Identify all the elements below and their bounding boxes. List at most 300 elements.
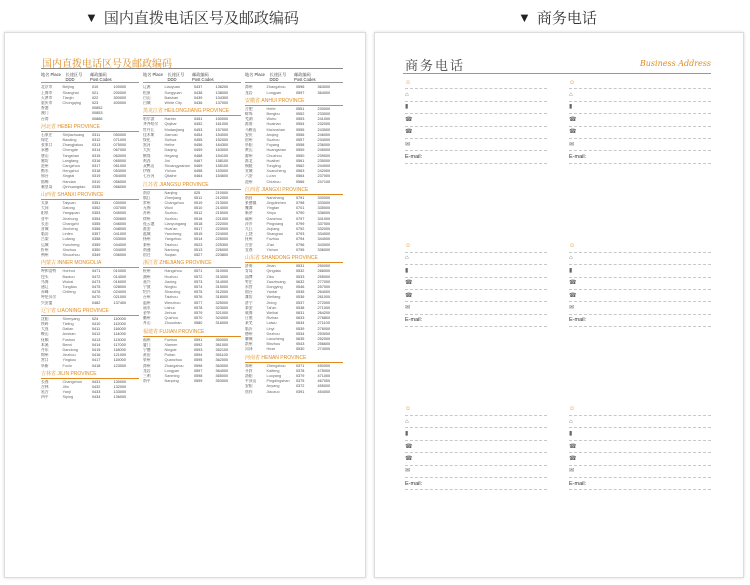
table-cell: 0571 bbox=[193, 269, 203, 274]
table-cell: 扬州 bbox=[143, 237, 151, 242]
table-cell: 0796 bbox=[295, 242, 305, 247]
contact-line[interactable] bbox=[405, 404, 547, 416]
table-cell: 333000 bbox=[317, 201, 331, 206]
table-cell: 0434 bbox=[91, 395, 101, 400]
table-cell: 0578 bbox=[193, 305, 203, 310]
table-cell: Jining bbox=[266, 300, 277, 305]
table-cell: 0453 bbox=[193, 127, 203, 132]
table-cell: 抚顺 bbox=[41, 337, 49, 342]
table-cell: 九江 bbox=[245, 227, 253, 232]
table-cell: Zhangjiakou bbox=[62, 143, 84, 148]
table-cell: Chizhou bbox=[266, 179, 281, 184]
contact-line[interactable] bbox=[569, 127, 711, 139]
table-cell: 123000 bbox=[113, 363, 127, 368]
contact-line[interactable] bbox=[569, 453, 711, 465]
table-cell: 洛阳 bbox=[245, 373, 253, 378]
table-cell: Wuhai bbox=[62, 279, 74, 284]
table-cell: 营口 bbox=[41, 358, 49, 363]
contact-line[interactable] bbox=[569, 302, 711, 314]
table-cell: 0591 bbox=[193, 337, 203, 342]
table-row bbox=[143, 101, 241, 106]
table-cell: 117000 bbox=[113, 342, 126, 347]
table-cell: 0562 bbox=[295, 164, 305, 169]
table-cell: Putian bbox=[164, 353, 176, 358]
table-cell: Suzhou bbox=[164, 211, 178, 216]
table-cell: 0631 bbox=[295, 310, 305, 315]
table-cell: 香港 bbox=[41, 106, 49, 111]
table-cell: 110000 bbox=[113, 316, 126, 321]
table-cell: 334000 bbox=[317, 232, 331, 237]
business-card-grid bbox=[405, 77, 711, 567]
table-cell: Anqing bbox=[266, 132, 279, 137]
table-cell: Langfang bbox=[62, 158, 79, 163]
phone-icon: ☎ bbox=[405, 443, 413, 450]
table-cell: 0476 bbox=[91, 290, 101, 295]
table-row bbox=[41, 253, 139, 258]
table-cell: 066000 bbox=[113, 184, 127, 189]
contact-line[interactable] bbox=[405, 302, 547, 314]
table-cell: Liaoyuan bbox=[164, 85, 180, 90]
table-cell: 153000 bbox=[215, 169, 229, 174]
table-cell: 0577 bbox=[193, 300, 203, 305]
table-cell: 威海 bbox=[245, 310, 253, 315]
contact-line[interactable] bbox=[569, 278, 711, 290]
column-header-label: 长途区号 DDD bbox=[269, 72, 287, 83]
table-cell: 310000 bbox=[215, 269, 229, 274]
table-cell: 伊春 bbox=[143, 169, 151, 174]
table-cell: 132000 bbox=[113, 384, 127, 389]
contact-icon: ☺ bbox=[569, 79, 576, 86]
table-cell: Zhangzhou bbox=[164, 363, 184, 368]
table-cell: 200000 bbox=[113, 90, 127, 95]
table-cell: 041000 bbox=[113, 232, 127, 237]
table-cell: 芜湖 bbox=[245, 117, 253, 122]
table-cell: Tangshan bbox=[62, 153, 80, 158]
table-cell: 台州 bbox=[143, 295, 151, 300]
table-cell: 364000 bbox=[215, 368, 229, 373]
table-cell: 133000 bbox=[113, 390, 127, 395]
table-cell bbox=[113, 117, 138, 122]
table-cell: Chifeng bbox=[62, 290, 76, 295]
table-cell: 0518 bbox=[193, 221, 203, 226]
province-heading: 山西省 SHANXI PROVINCE bbox=[41, 192, 139, 200]
email-line[interactable] bbox=[569, 315, 711, 327]
table-cell: Shijiazhuang bbox=[62, 132, 85, 137]
table-cell: 033000 bbox=[113, 237, 127, 242]
contact-line[interactable] bbox=[569, 290, 711, 302]
table-cell: 352100 bbox=[215, 347, 229, 352]
table-cell: Xinyu bbox=[266, 211, 277, 216]
table-cell: Pingxiang bbox=[266, 221, 284, 226]
contact-line[interactable] bbox=[569, 428, 711, 440]
table-cell: 053000 bbox=[113, 169, 127, 174]
table-cell: 长治 bbox=[41, 221, 49, 226]
table-cell: 351100 bbox=[215, 353, 228, 358]
table-cell: 三明 bbox=[143, 373, 151, 378]
table-cell: 0580 bbox=[193, 321, 203, 326]
table-cell: 澳门 bbox=[41, 111, 49, 116]
table-cell: Changzhou bbox=[164, 201, 184, 206]
table-cell: 313000 bbox=[215, 274, 229, 279]
table-cell: 0415 bbox=[91, 347, 101, 352]
table-cell: 0596 bbox=[295, 85, 305, 90]
email-line[interactable] bbox=[405, 151, 547, 163]
table-cell: 景德镇 bbox=[245, 201, 257, 206]
contact-line[interactable] bbox=[405, 453, 547, 465]
table-cell: 0554 bbox=[295, 122, 305, 127]
table-cell: 212000 bbox=[215, 195, 229, 200]
table-cell: 0523 bbox=[193, 242, 203, 247]
table-cell: 黄山 bbox=[245, 148, 253, 153]
address-icon: ⌂ bbox=[405, 255, 409, 262]
fax-icon: ✉ bbox=[405, 304, 411, 311]
table-cell: 铜陵 bbox=[245, 164, 253, 169]
contact-line[interactable] bbox=[405, 253, 547, 265]
table-cell: 467000 bbox=[317, 379, 331, 384]
table-cell: Handan bbox=[62, 179, 76, 184]
table-cell: 0597 bbox=[295, 90, 305, 95]
table-cell: 138000 bbox=[215, 90, 229, 95]
phone-icon: ☎ bbox=[569, 280, 577, 287]
contact-line[interactable] bbox=[405, 441, 547, 453]
table-cell: 泰州 bbox=[143, 242, 151, 247]
table-cell: 承德 bbox=[41, 148, 49, 153]
table-cell: Suqian bbox=[164, 253, 177, 258]
table-cell: 0566 bbox=[295, 179, 305, 184]
table-cell: 德州 bbox=[245, 331, 253, 336]
column-header-label: 长途区号 DDD bbox=[65, 72, 83, 83]
table-cell: Huai'an bbox=[164, 227, 178, 232]
table-cell: 163000 bbox=[215, 148, 229, 153]
contact-line[interactable] bbox=[569, 441, 711, 453]
table-cell: 344000 bbox=[317, 237, 331, 242]
table-cell: 秦皇岛 bbox=[41, 184, 53, 189]
table-cell: 230000 bbox=[317, 106, 331, 111]
table-cell: 0454 bbox=[193, 132, 203, 137]
table-cell: 0475 bbox=[91, 284, 101, 289]
table-cell: 315000 bbox=[215, 284, 229, 289]
table-cell: Xiamen bbox=[164, 342, 178, 347]
contact-line[interactable] bbox=[405, 89, 547, 101]
table-cell: 0354 bbox=[91, 216, 101, 221]
table-cell: Suihua bbox=[164, 138, 177, 143]
table-cell: 0596 bbox=[193, 363, 203, 368]
table-cell: 264200 bbox=[317, 310, 331, 315]
table-cell: 036000 bbox=[113, 253, 127, 258]
table-cell: 运城 bbox=[41, 242, 49, 247]
table-cell: 沧州 bbox=[41, 164, 49, 169]
table-cell: 023 bbox=[91, 101, 99, 106]
table-cell: 233000 bbox=[317, 112, 331, 117]
table-row bbox=[41, 364, 139, 369]
table-cell: 0352 bbox=[91, 206, 101, 211]
table-cell: 0595 bbox=[193, 358, 203, 363]
email-label: E-mail: bbox=[569, 480, 587, 487]
table-cell: 邢台 bbox=[41, 174, 49, 179]
contact-line[interactable] bbox=[405, 278, 547, 290]
table-cell: 临沂 bbox=[245, 326, 253, 331]
province-heading: 安徽省 ANHUI PROVINCE bbox=[245, 98, 343, 106]
table-cell: Nantong bbox=[164, 247, 179, 252]
column-header-label: 邮政编码 Post Codes bbox=[192, 72, 214, 83]
table-cell: 佳木斯 bbox=[143, 132, 155, 137]
email-line[interactable] bbox=[405, 478, 547, 490]
table-cell: 164300 bbox=[215, 143, 229, 148]
table-cell: 宣城 bbox=[245, 169, 253, 174]
table-cell: 0431 bbox=[91, 379, 101, 384]
triangle-down-icon: ▼ bbox=[518, 9, 531, 25]
table-row bbox=[143, 253, 241, 258]
table-cell: 0527 bbox=[193, 253, 203, 258]
table-cell: 济宁 bbox=[245, 300, 253, 305]
table-cell: 呼伦贝尔 bbox=[41, 295, 57, 300]
table-cell: 253000 bbox=[317, 331, 331, 336]
table-cell: 362000 bbox=[215, 358, 229, 363]
table-cell: Linyi bbox=[266, 326, 275, 331]
table-cell: 宁波 bbox=[143, 284, 151, 289]
table-cell: 264000 bbox=[317, 290, 331, 295]
table-cell: 0570 bbox=[193, 316, 203, 321]
table-cell: 115000 bbox=[113, 358, 126, 363]
contact-line[interactable] bbox=[405, 290, 547, 302]
table-cell: 030000 bbox=[113, 201, 127, 206]
table-cell: Daqing bbox=[164, 148, 177, 153]
business-page bbox=[374, 32, 744, 578]
contact-line[interactable] bbox=[569, 416, 711, 428]
table-cell: 024000 bbox=[113, 290, 127, 295]
contact-line[interactable] bbox=[405, 265, 547, 277]
table-cell: 318000 bbox=[215, 295, 229, 300]
table-cell: Harbin bbox=[164, 117, 176, 122]
fax-icon: ✉ bbox=[405, 141, 411, 148]
table-cell: 包头 bbox=[41, 274, 49, 279]
table-cell: Yangzhou bbox=[164, 237, 182, 242]
contact-line[interactable] bbox=[569, 77, 711, 89]
contact-line[interactable] bbox=[405, 127, 547, 139]
table-cell: 0633 bbox=[295, 316, 305, 321]
table-cell: 常州 bbox=[143, 201, 151, 206]
table-cell: 338000 bbox=[317, 211, 331, 216]
table-cell: 226000 bbox=[215, 247, 229, 252]
contact-line[interactable] bbox=[405, 114, 547, 126]
table-cell: Benxi bbox=[62, 342, 73, 347]
table-cell: Changchun bbox=[62, 379, 82, 384]
table-cell: 137000 bbox=[215, 101, 229, 106]
table-cell: 471000 bbox=[317, 373, 331, 378]
contact-line[interactable] bbox=[569, 404, 711, 416]
table-cell: 113000 bbox=[113, 337, 126, 342]
table-cell: 聊城 bbox=[245, 336, 253, 341]
table-cell: 0459 bbox=[193, 148, 203, 153]
table-cell: 大连 bbox=[41, 327, 49, 332]
table-cell: 215000 bbox=[215, 211, 229, 216]
contact-line[interactable] bbox=[405, 466, 547, 478]
table-cell: 054000 bbox=[113, 174, 127, 179]
table-cell: Kaifeng bbox=[266, 368, 280, 373]
table-cell: 临汾 bbox=[41, 232, 49, 237]
table-cell: 连云港 bbox=[143, 221, 155, 226]
column-header-label bbox=[115, 72, 140, 82]
table-cell: 0579 bbox=[193, 310, 203, 315]
table-cell: 0514 bbox=[193, 237, 203, 242]
table-cell: Hengshui bbox=[62, 169, 79, 174]
table-cell: 菏泽 bbox=[245, 347, 253, 352]
table-cell: 037000 bbox=[113, 206, 127, 211]
email-line[interactable] bbox=[569, 478, 711, 490]
table-cell: 黑河 bbox=[143, 143, 151, 148]
table-cell: 261000 bbox=[317, 295, 331, 300]
contact-line[interactable] bbox=[569, 466, 711, 478]
table-cell: Hefei bbox=[266, 106, 276, 111]
table-cell: 024 bbox=[91, 316, 99, 321]
table-cell: 363000 bbox=[317, 85, 331, 90]
table-cell: 0598 bbox=[193, 373, 203, 378]
table-cell: 鞍山 bbox=[41, 332, 49, 337]
table-cell: 白山 bbox=[143, 95, 151, 100]
email-line[interactable] bbox=[405, 315, 547, 327]
table-cell: Chengde bbox=[62, 148, 78, 153]
table-cell: 0482 bbox=[91, 300, 101, 305]
table-cell: 邯郸 bbox=[41, 179, 49, 184]
table-cell: 保定 bbox=[41, 138, 49, 143]
table-cell: Wuhu bbox=[266, 117, 277, 122]
table-cell: 嘉兴 bbox=[143, 279, 151, 284]
contact-line[interactable] bbox=[569, 114, 711, 126]
table-cell: 234000 bbox=[317, 138, 331, 143]
table-cell: 350000 bbox=[215, 337, 229, 342]
table-cell: 213000 bbox=[215, 201, 229, 206]
table-cell: 马鞍山 bbox=[245, 127, 257, 132]
table-cell: Shanghai bbox=[62, 90, 79, 95]
table-cell: 0572 bbox=[193, 274, 203, 279]
table-cell: 南京 bbox=[143, 190, 151, 195]
table-cell: 大同 bbox=[41, 206, 49, 211]
table-cell: 063000 bbox=[113, 153, 127, 158]
table-cell: 0437 bbox=[193, 85, 203, 90]
table-cell: 075000 bbox=[113, 143, 127, 148]
table-cell: 252000 bbox=[317, 336, 331, 341]
contact-line[interactable] bbox=[569, 240, 711, 252]
table-cell: 0533 bbox=[295, 274, 305, 279]
table-cell: Tieling bbox=[62, 321, 74, 326]
table-cell: 337000 bbox=[317, 221, 331, 226]
column-header-label: 长途区号 DDD bbox=[167, 72, 185, 83]
table-cell: 034000 bbox=[113, 247, 127, 252]
table-cell: Dongying bbox=[266, 284, 283, 289]
business-title: 商务电话 bbox=[405, 58, 466, 73]
table-cell: 0452 bbox=[193, 122, 203, 127]
table-cell bbox=[63, 117, 92, 122]
table-cell: 衡水 bbox=[41, 169, 49, 174]
contact-line[interactable] bbox=[405, 428, 547, 440]
phone-icon: ☎ bbox=[405, 116, 413, 123]
table-cell: Jilin bbox=[62, 384, 70, 389]
table-cell: 0511 bbox=[193, 195, 203, 200]
table-cell: 0412 bbox=[91, 332, 101, 337]
table-cell: 325000 bbox=[215, 300, 229, 305]
table-cell: Lishui bbox=[164, 305, 175, 310]
address-icon: ⌂ bbox=[569, 92, 573, 99]
table-cell: 00886 bbox=[91, 116, 103, 121]
contact-line[interactable] bbox=[569, 253, 711, 265]
contact-line[interactable] bbox=[569, 139, 711, 151]
contact-line[interactable] bbox=[569, 265, 711, 277]
contact-line[interactable] bbox=[405, 102, 547, 114]
contact-line[interactable] bbox=[405, 240, 547, 252]
table-cell: 0575 bbox=[193, 290, 203, 295]
table-cell: Fushun bbox=[62, 337, 76, 342]
table-cell: 244000 bbox=[317, 164, 331, 169]
email-line[interactable] bbox=[569, 151, 711, 163]
table-cell: Hegang bbox=[164, 153, 178, 158]
table-cell: 0467 bbox=[193, 158, 203, 163]
table-cell: 0536 bbox=[295, 295, 305, 300]
table-cell: Fuzhou bbox=[164, 337, 178, 342]
table-cell: 232000 bbox=[317, 122, 331, 127]
table-cell: Zhenjiang bbox=[164, 195, 182, 200]
table-cell: 312000 bbox=[215, 290, 229, 295]
table-cell: 湖州 bbox=[143, 274, 151, 279]
table-cell: 南昌 bbox=[245, 195, 253, 200]
contact-line[interactable] bbox=[569, 102, 711, 114]
contact-line[interactable] bbox=[405, 139, 547, 151]
table-cell: 青岛 bbox=[245, 269, 253, 274]
table-cell: 白城 bbox=[143, 101, 151, 106]
table-cell: 0792 bbox=[295, 227, 305, 232]
table-cell: 336000 bbox=[317, 247, 331, 252]
table-cell: 泉州 bbox=[143, 358, 151, 363]
table-cell: 0552 bbox=[295, 112, 305, 117]
table-cell: 010000 bbox=[113, 269, 127, 274]
table-cell: 321000 bbox=[215, 310, 229, 315]
table-cell: Qinhuangdao bbox=[62, 184, 86, 189]
table-cell: 0470 bbox=[91, 295, 101, 300]
contact-line[interactable] bbox=[405, 416, 547, 428]
table-cell: 镇江 bbox=[143, 195, 151, 200]
table-cell: 0318 bbox=[91, 169, 101, 174]
table-cell: Datong bbox=[62, 206, 75, 211]
table-cell: Changzhi bbox=[62, 221, 79, 226]
table-cell: Rizhao bbox=[266, 316, 279, 321]
table-cell: 016000 bbox=[113, 279, 127, 284]
table-cell: Tongliao bbox=[62, 284, 77, 289]
table-cell: 341000 bbox=[317, 216, 331, 221]
contact-line[interactable] bbox=[405, 77, 547, 89]
table-cell: 漳州 bbox=[245, 85, 253, 90]
table-cell: 266000 bbox=[317, 269, 331, 274]
table-cell: 0371 bbox=[295, 363, 305, 368]
table-cell: 353000 bbox=[215, 379, 229, 384]
contact-card bbox=[569, 77, 711, 240]
table-cell: Zhengzhou bbox=[266, 363, 286, 368]
table-cell: 松原 bbox=[143, 90, 151, 95]
table-cell: 0593 bbox=[193, 347, 203, 352]
table-cell: 吕梁 bbox=[41, 237, 49, 242]
table-cell: Xingtai bbox=[62, 174, 75, 179]
table-cell: Taiyuan bbox=[62, 201, 76, 206]
table-cell: 滁州 bbox=[245, 153, 253, 158]
table-cell: 272000 bbox=[317, 300, 331, 305]
table-cell: 056000 bbox=[113, 179, 127, 184]
table-cell: 050000 bbox=[113, 132, 127, 137]
table-cell: 0315 bbox=[91, 153, 101, 158]
table-cell: 安阳 bbox=[245, 384, 253, 389]
table-cell: 0790 bbox=[295, 211, 305, 216]
table-cell: 吉安 bbox=[245, 242, 253, 247]
contact-line[interactable] bbox=[569, 89, 711, 101]
table-cell: 0510 bbox=[193, 206, 203, 211]
table-cell: 0349 bbox=[91, 253, 101, 258]
